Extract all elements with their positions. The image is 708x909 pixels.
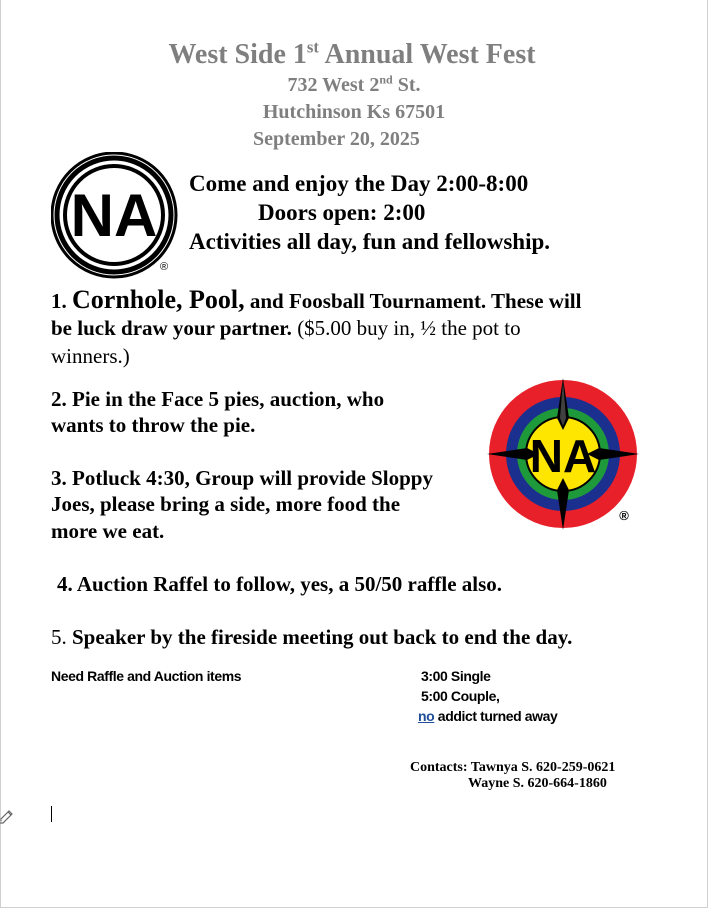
pen-icon[interactable] [0, 806, 14, 824]
contact-tawnya: Contacts: Tawnya S. 620-259-0621 [410, 760, 616, 775]
item-1-line-3: winners.) [51, 344, 130, 368]
event-city: Hutchinson Ks 67501 [262, 101, 446, 123]
text-cursor[interactable] [51, 806, 52, 822]
registered-mark: ® [159, 261, 169, 273]
item-3-line-1: 3. Potluck 4:30, Group will provide Sloppy [51, 466, 433, 490]
na-logo-black [51, 152, 179, 280]
intro-line-2: Doors open: 2:00 [258, 200, 426, 225]
item-3-line-3: more we eat. [51, 519, 165, 543]
price-couple: 5:00 Couple, [421, 688, 500, 704]
item-4: 4. Auction Raffel to follow, yes, a 50/50 raffle also. [57, 572, 503, 596]
intro-line-3: Activities all day, fun and fellowship. [189, 229, 551, 254]
item-1-line-2: be luck draw your partner. ($5.00 buy in, ½ the pot to [51, 316, 521, 340]
raffle-note: Need Raffle and Auction items [51, 668, 242, 684]
item-5: 5. Speaker by the fireside meeting out back to end the day. [51, 625, 573, 649]
contact-wayne: Wayne S. 620-664-1860 [468, 776, 607, 791]
na-mark-text: NA [70, 182, 158, 249]
price-single: 3:00 Single [421, 668, 491, 684]
event-date: September 20, 2025 [253, 128, 420, 150]
na-mark-text-color: NA [529, 430, 597, 482]
na-logo-color [487, 378, 639, 530]
item-1-line-1: 1. Cornhole, Pool, and Foosball Tournament. These will [51, 285, 582, 314]
event-address: 732 West 2nd St. [287, 72, 421, 96]
item-3-line-2: Joes, please bring a side, more food the [51, 492, 401, 516]
registered-mark-color: ® [619, 508, 629, 523]
item-2-line-2: wants to throw the pie. [51, 413, 256, 437]
no-addict-note: no addict turned away [418, 708, 558, 724]
intro-line-1: Come and enjoy the Day 2:00-8:00 [189, 171, 529, 196]
no-word: no [418, 708, 435, 724]
item-2-line-1: 2. Pie in the Face 5 pies, auction, who [51, 387, 385, 411]
event-title: West Side 1st Annual West Fest [168, 37, 536, 70]
